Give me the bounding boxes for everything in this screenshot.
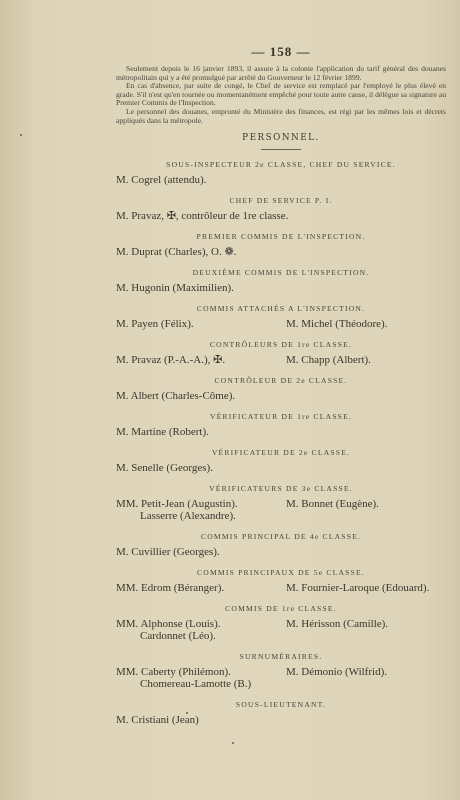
personnel-row [116,174,446,186]
personnel-row [116,390,446,402]
personnel-row [116,246,446,258]
personnel-section [116,532,446,558]
personnel-row [116,678,446,690]
intro-paragraph: En cas d'absence, par suite de congé, le Chef de service est remplacé par l'employé le plus élevé en grade. S'il n'est qu'en tournée ou momentanément empêché pour toute autre cause, il délègue sa signature au Premier Commis de l'Inspection. [116,81,446,108]
section-title: CONTRÔLEUR DE 2e CLASSE. [214,376,348,386]
personnel-name: MM. Edrom (Béranger). [116,582,225,595]
personnel-row [116,210,446,222]
personnel-row [116,426,446,438]
personnel-name: M. Duprat (Charles), O. ❁. [116,246,237,259]
section-title: COMMIS DE 1re CLASSE. [225,604,337,614]
personnel-row [116,282,446,294]
personnel-name-right: M. Hérisson (Camille). [286,618,389,631]
personnel-name: M. Payen (Félix). [116,318,194,331]
personnel-name-right: M. Démonio (Wilfrid). [286,666,387,679]
personnel-section [116,232,446,258]
intro-paragraph: Le personnel des douanes, emprunté du Ministère des finances, est régi par les mêmes lois et décrets appliqués dans la métropole. [116,106,446,125]
personnel-name: M. Cuvillier (Georges). [116,546,220,559]
personnel-row [116,354,446,366]
personnel-name-continued: Lasserre (Alexandre). [140,510,236,523]
personnel-name: MM. Alphonse (Louis). [116,618,221,631]
paper-speck [232,742,234,744]
personnel-row [116,546,446,558]
personnel-name-right: M. Fournier-Laroque (Edouard). [286,582,430,595]
section-title: SOUS-INSPECTEUR 2e CLASSE, CHEF DU SERVICE. [166,160,396,170]
personnel-section [116,484,446,522]
personnel-name: M. Senelle (Georges). [116,462,213,475]
personnel-name: M. Pravaz, ✠, contrôleur de 1re classe. [116,210,289,223]
personnel-name: M. Pravaz (P.-A.-A.), ✠. [116,354,226,367]
personnel-row [116,714,446,726]
personnel-name-continued: Cardonnet (Léo). [140,630,216,643]
personnel-row [116,318,446,330]
personnel-section [116,268,446,294]
personnel-row [116,582,446,594]
personnel-name: M. Martine (Robert). [116,426,209,439]
personnel-name-right: M. Bonnet (Eugène). [286,498,379,511]
personnel-name: M. Cristiani (Jean) [116,714,199,727]
personnel-section [116,568,446,594]
personnel-name: MM. Petit-Jean (Augustin). [116,498,238,511]
personnel-row [116,618,446,630]
personnel-row [116,462,446,474]
section-title: PREMIER COMMIS DE L'INSPECTION. [196,232,366,242]
intro-text [116,65,446,125]
section-title: CHEF DE SERVICE P. I. [229,196,333,206]
personnel-name-right: M. Michel (Théodore). [286,318,388,331]
section-title: COMMIS ATTACHÉS A L'INSPECTION. [196,304,366,314]
section-title: VÉRIFICATEURS DE 3e CLASSE. [209,484,353,494]
personnel-row [116,630,446,642]
section-title: COMMIS PRINCIPAL DE 4e CLASSE. [200,532,362,542]
personnel-section [116,448,446,474]
paper-speck [20,134,22,136]
heading-rule [261,149,301,150]
personnel-name: M. Albert (Charles-Côme). [116,390,236,403]
personnel-name: M. Hugonin (Maximilien). [116,282,234,295]
personnel-section [116,604,446,642]
personnel-row [116,510,446,522]
section-title: DEUXIÈME COMMIS DE L'INSPECTION. [192,268,370,278]
page-content [116,44,446,726]
personnel-row [116,666,446,678]
section-title: VÉRIFICATEUR DE 2e CLASSE. [211,448,351,458]
personnel-section [116,652,446,690]
personnel-section [116,304,446,330]
section-title: COMMIS PRINCIPAUX DE 5e CLASSE. [197,568,365,578]
personnel-row [116,498,446,510]
personnel-section [116,340,446,366]
personnel-list [116,160,446,726]
page-number: — 158 — [251,44,311,59]
personnel-name: M. Cogrel (attendu). [116,174,207,187]
personnel-heading: PERSONNEL. [242,133,320,144]
personnel-name-continued: Chomereau-Lamotte (B.) [140,678,252,691]
personnel-section [116,412,446,438]
personnel-section [116,196,446,222]
personnel-section [116,700,446,726]
intro-paragraph: Seulement depuis le 16 janvier 1893, il assure à la colonie l'application du tarif général des douanes métropolitain qui y a été promulgué par arrêté du Gouverneur le 12 février 1899. [116,64,446,82]
personnel-name: MM. Caberty (Philémon). [116,666,231,679]
personnel-section [116,160,446,186]
section-title: CONTRÔLEURS DE 1re CLASSE. [209,340,353,350]
section-title: VÉRIFICATEUR DE 1re CLASSE. [209,412,353,422]
personnel-section [116,376,446,402]
personnel-name-right: M. Chapp (Albert). [286,354,371,367]
section-title: SURNUMÉRAIRES. [239,652,323,662]
section-title: SOUS-LIEUTENANT. [235,700,327,710]
